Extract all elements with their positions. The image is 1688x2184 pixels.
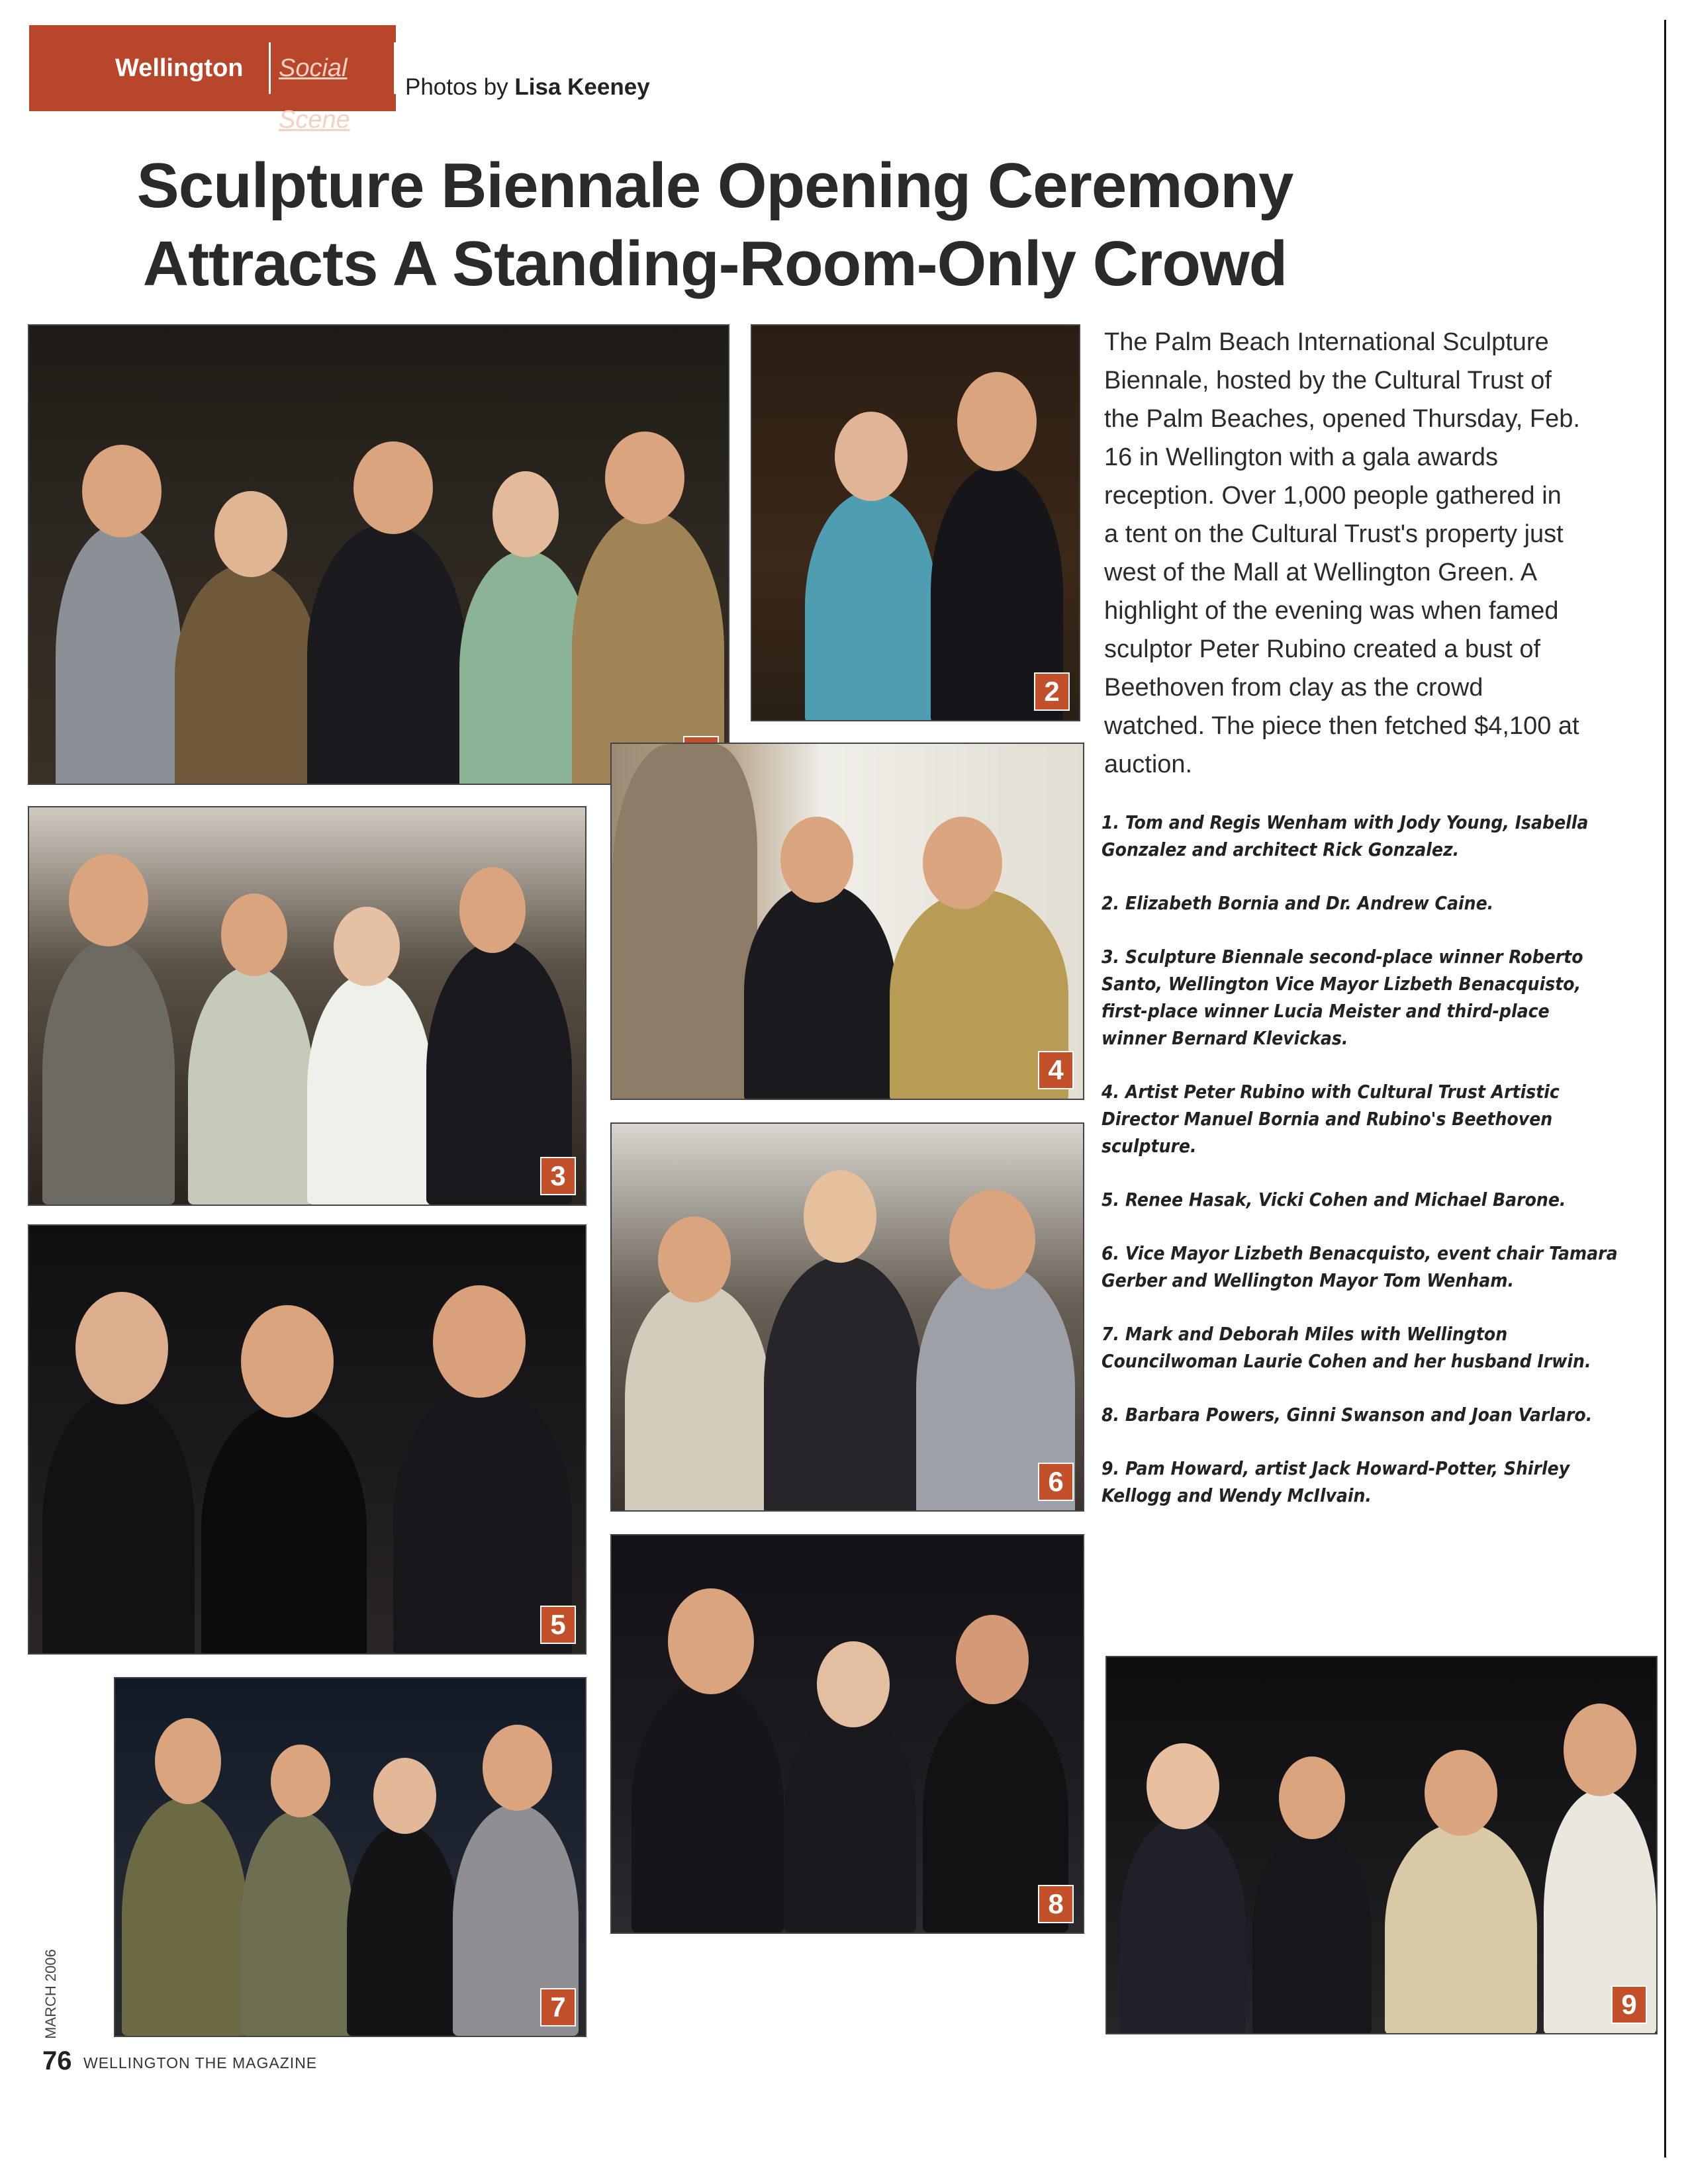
photo-number: 5	[540, 1606, 576, 1644]
credit-name: Lisa Keeney	[514, 74, 650, 100]
caption-6: 6. Vice Mayor Lizbeth Benacquisto, event chair Tamara Gerber and Wellington Mayor Tom Wenham.	[1102, 1242, 1618, 1291]
issue-date	[34, 1939, 65, 2052]
caption-2: 2. Elizabeth Bornia and Dr. Andrew Caine.	[1102, 892, 1494, 914]
magazine-name: WELLINGTON THE MAGAZINE	[83, 2054, 318, 2071]
photo-2	[751, 324, 1080, 721]
photo-8	[610, 1534, 1084, 1934]
photo-7	[114, 1677, 586, 2037]
photo-9	[1105, 1656, 1658, 2034]
caption-9: 9. Pam Howard, artist Jack Howard-Potter, Shirley Kellogg and Wendy McIlvain.	[1102, 1457, 1570, 1506]
title-line-2: Attracts A Standing-Room-Only Crowd	[142, 228, 1288, 299]
caption-4: 4. Artist Peter Rubino with Cultural Trust Artistic Director Manuel Bornia and Rubino's Beethoven sculpture.	[1102, 1081, 1560, 1157]
photo-number: 7	[540, 1988, 576, 2026]
photo-4	[610, 743, 1084, 1100]
photo-credit	[405, 74, 650, 101]
photo-number: 6	[1038, 1463, 1074, 1501]
article-body: The Palm Beach International Sculpture Biennale, hosted by the Cultural Trust of the Palm Beaches, opened Thursday, Feb. 16 in Wellington with a gala awards reception. Over 1,000 people gathered in a tent on the Cultural Trust's property just west of the Mall at Wellington Green. A highlight of the evening was when famed sculptor Peter Rubino created a bust of Beethoven from clay as the crowd watched. The piece then fetched $4,100 at auction.	[1104, 328, 1580, 778]
photo-5	[28, 1224, 586, 1655]
caption-7: 7. Mark and Deborah Miles with Wellington Councilwoman Laurie Cohen and her husband Irwin.	[1102, 1323, 1591, 1372]
photo-3	[28, 806, 586, 1206]
caption-5: 5. Renee Hasak, Vicki Cohen and Michael Barone.	[1102, 1189, 1566, 1210]
photo-1	[28, 324, 729, 785]
caption-3: 3. Sculpture Biennale second-place winner Roberto Santo, Wellington Vice Mayor Lizbeth Benacquisto, first-place winner Lucia Meister and third-place winner Bernard Klevickas.	[1102, 946, 1583, 1049]
caption-1: 1. Tom and Regis Wenham with Jody Young, Isabella Gonzalez and architect Rick Gonzalez.	[1102, 811, 1589, 860]
section-name: Wellington	[115, 54, 244, 82]
photo-number: 8	[1038, 1885, 1074, 1923]
section-header	[29, 25, 396, 134]
page-title	[119, 147, 1311, 303]
page-number: 76	[42, 2046, 72, 2075]
issue-date-text: MARCH 2006	[42, 1949, 59, 2039]
photo-captions	[1102, 809, 1618, 1535]
photo-number: 3	[540, 1157, 576, 1195]
photo-number: 9	[1611, 1985, 1647, 2024]
title-line-1: Sculpture Biennale Opening Ceremony	[136, 150, 1293, 221]
caption-8: 8. Barbara Powers, Ginni Swanson and Joan Varlaro.	[1102, 1404, 1593, 1426]
credit-prefix: Photos by	[405, 74, 508, 100]
photo-6	[610, 1122, 1084, 1512]
page-edge-line	[1664, 20, 1666, 2158]
photo-number: 4	[1038, 1051, 1074, 1089]
subsection-name: Social Scene	[269, 42, 396, 94]
photo-number: 2	[1034, 672, 1070, 711]
